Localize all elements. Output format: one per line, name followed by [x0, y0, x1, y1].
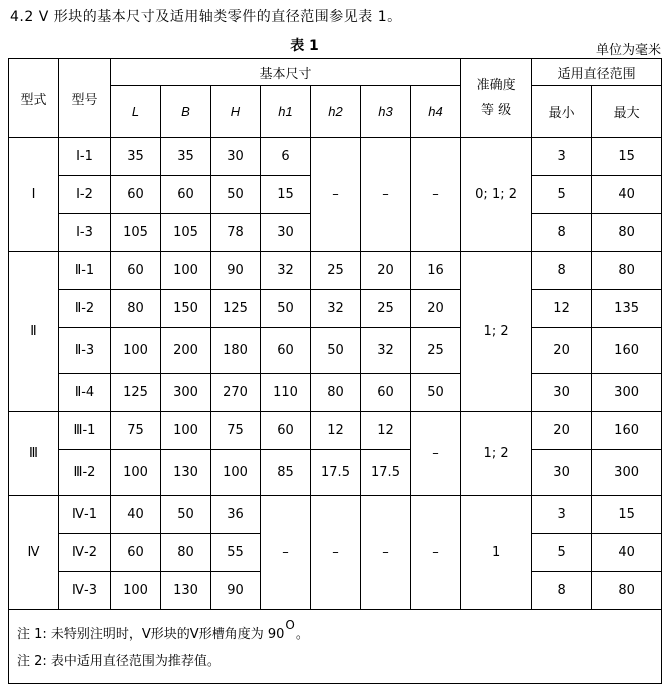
- min-cell: 20: [532, 328, 592, 374]
- max-cell: 80: [592, 252, 662, 290]
- dim-cell: 125: [111, 374, 161, 412]
- dim-cell: 60: [111, 252, 161, 290]
- dim-cell: 50: [161, 496, 211, 534]
- model-cell: Ⅰ-1: [59, 138, 111, 176]
- model-cell: Ⅳ-1: [59, 496, 111, 534]
- dim-cell-merged: –: [411, 138, 461, 252]
- dim-cell: 30: [261, 214, 311, 252]
- accuracy-header-line2: 等 级: [481, 103, 512, 118]
- dim-cell: 60: [361, 374, 411, 412]
- col-header-h2: h2: [311, 86, 361, 138]
- dim-cell: 40: [111, 496, 161, 534]
- dim-cell: 150: [161, 290, 211, 328]
- dim-cell: 60: [261, 328, 311, 374]
- dim-cell-merged: –: [411, 496, 461, 610]
- dim-cell: 130: [161, 572, 211, 610]
- dim-cell: 78: [211, 214, 261, 252]
- dim-cell: 12: [361, 412, 411, 450]
- min-cell: 20: [532, 412, 592, 450]
- table-row: [9, 374, 662, 412]
- dim-cell: 32: [261, 252, 311, 290]
- dim-cell: 6: [261, 138, 311, 176]
- dim-cell: 90: [211, 252, 261, 290]
- max-cell: 40: [592, 176, 662, 214]
- col-header-accuracy: [461, 59, 532, 138]
- min-cell: 30: [532, 374, 592, 412]
- col-header-h4: h4: [411, 86, 461, 138]
- dim-cell-merged: –: [311, 496, 361, 610]
- dim-cell: 32: [361, 328, 411, 374]
- col-header-max: 最大: [592, 86, 662, 138]
- dim-cell: 60: [261, 412, 311, 450]
- min-cell: 8: [532, 572, 592, 610]
- dim-cell: 100: [111, 328, 161, 374]
- dim-cell-merged: –: [261, 496, 311, 610]
- model-cell: Ⅰ-3: [59, 214, 111, 252]
- table-row: [9, 412, 662, 450]
- dim-cell: 80: [311, 374, 361, 412]
- max-cell: 300: [592, 450, 662, 496]
- dim-cell: 25: [361, 290, 411, 328]
- col-header-model: 型号: [59, 59, 111, 138]
- dim-cell: 85: [261, 450, 311, 496]
- dim-cell: 20: [411, 290, 461, 328]
- dim-cell: 20: [361, 252, 411, 290]
- min-cell: 3: [532, 496, 592, 534]
- dim-cell: 50: [261, 290, 311, 328]
- col-header-h3: h3: [361, 86, 411, 138]
- dim-cell: 100: [111, 572, 161, 610]
- dim-cell: 16: [411, 252, 461, 290]
- col-header-L: L: [111, 86, 161, 138]
- dim-cell: 55: [211, 534, 261, 572]
- dim-cell-merged: –: [361, 496, 411, 610]
- dim-cell: 100: [211, 450, 261, 496]
- dim-cell: 105: [111, 214, 161, 252]
- min-cell: 12: [532, 290, 592, 328]
- dim-cell: 50: [211, 176, 261, 214]
- type-cell: Ⅲ: [9, 412, 59, 496]
- model-cell: Ⅱ-3: [59, 328, 111, 374]
- note-1-period: 。: [295, 626, 309, 642]
- dim-cell: 125: [211, 290, 261, 328]
- type-cell: Ⅳ: [9, 496, 59, 610]
- table-caption-row: [8, 32, 661, 58]
- dim-cell: 270: [211, 374, 261, 412]
- note-1-text: 注 1: 未特别注明时，V形块的V形槽角度为 90: [17, 626, 285, 642]
- dim-cell: 200: [161, 328, 211, 374]
- table-row: [9, 496, 662, 534]
- max-cell: 40: [592, 534, 662, 572]
- min-cell: 8: [532, 214, 592, 252]
- table-row: [9, 290, 662, 328]
- min-cell: 8: [532, 252, 592, 290]
- section-heading: 4.2 V 形块的基本尺寸及适用轴类零件的直径范围参见表 1。: [10, 9, 402, 25]
- accuracy-cell: 1; 2: [461, 412, 532, 496]
- dim-cell: 80: [161, 534, 211, 572]
- note-1-superscript: O: [285, 617, 295, 632]
- dim-cell: 110: [261, 374, 311, 412]
- dim-cell: 60: [161, 176, 211, 214]
- dim-cell: 35: [161, 138, 211, 176]
- max-cell: 80: [592, 214, 662, 252]
- dim-cell: 50: [311, 328, 361, 374]
- min-cell: 5: [532, 176, 592, 214]
- col-header-basic-dims: 基本尺寸: [111, 59, 461, 86]
- table-row: [9, 138, 662, 176]
- min-cell: 3: [532, 138, 592, 176]
- dim-cell: 25: [311, 252, 361, 290]
- dim-cell: 12: [311, 412, 361, 450]
- dim-cell: 35: [111, 138, 161, 176]
- dim-cell-merged: –: [311, 138, 361, 252]
- col-header-type: 型式: [9, 59, 59, 138]
- table-row: [9, 328, 662, 374]
- model-cell: Ⅱ-4: [59, 374, 111, 412]
- table-row: [9, 450, 662, 496]
- dim-cell: 17.5: [361, 450, 411, 496]
- model-cell: Ⅳ-2: [59, 534, 111, 572]
- col-header-diameter-range: 适用直径范围: [532, 59, 662, 86]
- max-cell: 160: [592, 412, 662, 450]
- dim-cell: 80: [111, 290, 161, 328]
- dim-cell: 60: [111, 176, 161, 214]
- dim-cell: 90: [211, 572, 261, 610]
- dim-cell: 300: [161, 374, 211, 412]
- accuracy-cell: 0; 1; 2: [461, 138, 532, 252]
- header-row-1: [9, 59, 662, 86]
- dim-cell: 17.5: [311, 450, 361, 496]
- dim-cell: 60: [111, 534, 161, 572]
- accuracy-header-line1: 准确度: [476, 78, 516, 93]
- model-cell: Ⅲ-1: [59, 412, 111, 450]
- col-header-B: B: [161, 86, 211, 138]
- model-cell: Ⅱ-1: [59, 252, 111, 290]
- max-cell: 160: [592, 328, 662, 374]
- table-notes: [9, 610, 662, 684]
- dim-cell: 130: [161, 450, 211, 496]
- accuracy-cell: 1: [461, 496, 532, 610]
- type-cell: Ⅱ: [9, 252, 59, 412]
- model-cell: Ⅲ-2: [59, 450, 111, 496]
- type-cell: Ⅰ: [9, 138, 59, 252]
- dim-cell: 75: [211, 412, 261, 450]
- max-cell: 135: [592, 290, 662, 328]
- dim-cell: 180: [211, 328, 261, 374]
- table-notes-row: [9, 610, 662, 684]
- dim-cell: 32: [311, 290, 361, 328]
- col-header-min: 最小: [532, 86, 592, 138]
- max-cell: 15: [592, 138, 662, 176]
- dim-cell: 50: [411, 374, 461, 412]
- note-1: [17, 617, 655, 648]
- dim-cell: 105: [161, 214, 211, 252]
- v-block-dimension-table: [8, 58, 662, 684]
- accuracy-cell: 1; 2: [461, 252, 532, 412]
- dim-cell-merged: –: [361, 138, 411, 252]
- dim-cell: 30: [211, 138, 261, 176]
- dim-cell: 25: [411, 328, 461, 374]
- dim-cell: 75: [111, 412, 161, 450]
- dim-cell: 100: [161, 412, 211, 450]
- dim-cell: 100: [161, 252, 211, 290]
- dim-cell: 36: [211, 496, 261, 534]
- max-cell: 80: [592, 572, 662, 610]
- dim-cell: 100: [111, 450, 161, 496]
- dim-cell-merged: –: [411, 412, 461, 496]
- col-header-h1: h1: [261, 86, 311, 138]
- model-cell: Ⅳ-3: [59, 572, 111, 610]
- max-cell: 300: [592, 374, 662, 412]
- min-cell: 30: [532, 450, 592, 496]
- model-cell: Ⅰ-2: [59, 176, 111, 214]
- dim-cell: 15: [261, 176, 311, 214]
- model-cell: Ⅱ-2: [59, 290, 111, 328]
- table-row: [9, 252, 662, 290]
- min-cell: 5: [532, 534, 592, 572]
- table-caption: 表 1: [290, 38, 319, 54]
- max-cell: 15: [592, 496, 662, 534]
- col-header-H: H: [211, 86, 261, 138]
- unit-note: 单位为毫米: [595, 43, 661, 58]
- note-2: 注 2: 表中适用直径范围为推荐值。: [17, 653, 220, 669]
